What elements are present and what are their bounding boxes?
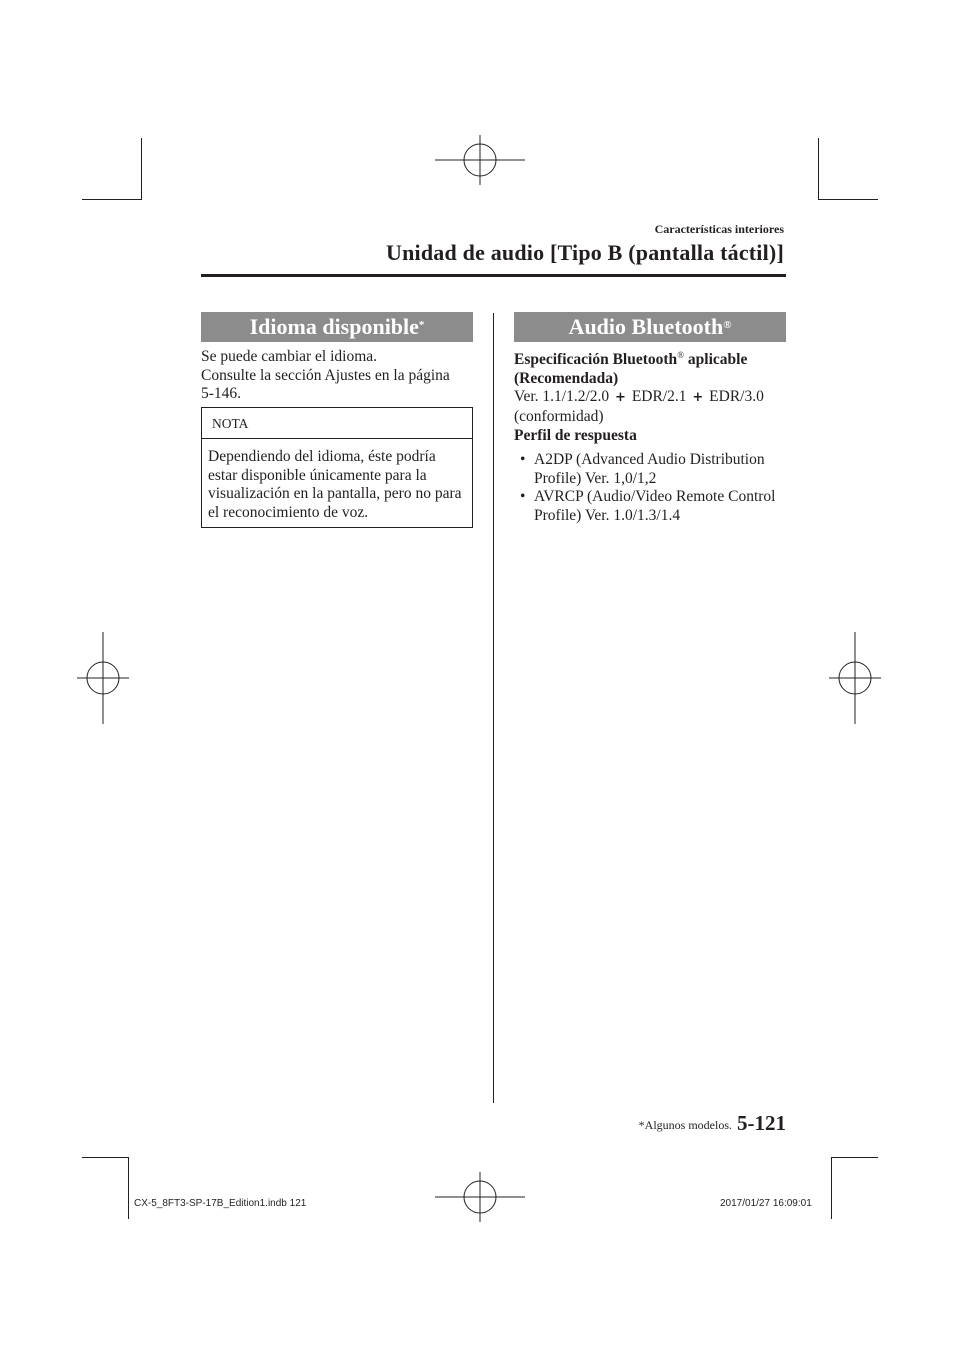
paragraph-line: Se puede cambiar el idioma. [201, 348, 378, 365]
registered-mark: ® [723, 319, 732, 331]
print-slug-date: 2017/01/27 16:09:01 [720, 1198, 812, 1209]
crop-mark [831, 1157, 832, 1219]
note-line: el reconocimiento de voz. [208, 503, 369, 521]
version-edr: EDR/2.1 [631, 388, 687, 406]
column-divider [493, 313, 494, 1103]
note-divider [202, 438, 472, 439]
profile-title: Perfil de respuesta [514, 426, 637, 444]
bluetooth-spec [514, 346, 775, 526]
spec-title [514, 346, 775, 370]
version-text: Ver. 1.1/1.2/2.0 [514, 388, 610, 406]
note-line: Dependiendo del idioma, éste podría [208, 448, 436, 465]
heading-text: Idioma disponible [249, 314, 419, 339]
plus-icon: + [615, 390, 626, 406]
spec-title-text: Especificación Bluetooth [514, 351, 678, 369]
print-slug-file: CX-5_8FT3-SP-17B_Edition1.indb 121 [134, 1198, 307, 1209]
note-text [208, 448, 462, 522]
note-line: estar disponible únicamente para la [208, 466, 427, 484]
crop-mark [141, 138, 142, 200]
plus-icon: + [692, 390, 704, 406]
crop-mark [818, 199, 878, 200]
registration-mark-icon [435, 1172, 525, 1222]
profile-item [514, 488, 775, 525]
crop-mark [818, 138, 819, 200]
profile-line: Profile) Ver. 1.0/1.3/1.4 [534, 506, 681, 524]
bullet-icon: • [520, 451, 526, 469]
section-label: Características interiores [654, 222, 784, 236]
registration-mark-icon [77, 632, 129, 724]
crop-mark [128, 1157, 129, 1219]
conformity-line: (conformidad) [514, 407, 604, 425]
paragraph-line: Consulte la sección Ajustes en la página [201, 366, 450, 384]
note-title: NOTA [212, 416, 249, 431]
profile-line: A2DP (Advanced Audio Distribution [534, 451, 765, 469]
header-rule [201, 274, 786, 277]
paragraph-line: 5-146. [201, 385, 242, 403]
heading-text: Audio Bluetooth [568, 314, 724, 339]
note-box [201, 407, 473, 528]
crop-mark [82, 199, 142, 200]
registration-mark-icon [829, 632, 881, 724]
crop-mark [82, 1157, 129, 1158]
language-paragraph [201, 348, 450, 404]
page-number: 5-121 [737, 1111, 786, 1135]
profile-line: Profile) Ver. 1,0/1,2 [534, 469, 657, 487]
profile-item [514, 451, 775, 488]
chapter-title: Unidad de audio [Tipo B (pantalla táctil)] [386, 240, 784, 265]
registration-mark-icon [435, 135, 525, 185]
registered-mark: ® [677, 350, 685, 360]
version-line [514, 388, 775, 408]
spec-title-line2: (Recomendada) [514, 369, 619, 387]
section-heading-idioma [201, 312, 473, 342]
bullet-icon: • [520, 488, 526, 506]
crop-mark [831, 1157, 878, 1158]
note-line: visualización en la pantalla, pero no para [208, 485, 462, 503]
section-heading-bluetooth [514, 312, 786, 342]
spec-title-suffix: aplicable [684, 351, 748, 369]
version-edr: EDR/3.0 [709, 388, 764, 406]
profile-line: AVRCP (Audio/Video Remote Control [534, 488, 776, 506]
heading-asterisk: * [418, 319, 425, 331]
footnote: *Algunos modelos. [638, 1118, 732, 1132]
